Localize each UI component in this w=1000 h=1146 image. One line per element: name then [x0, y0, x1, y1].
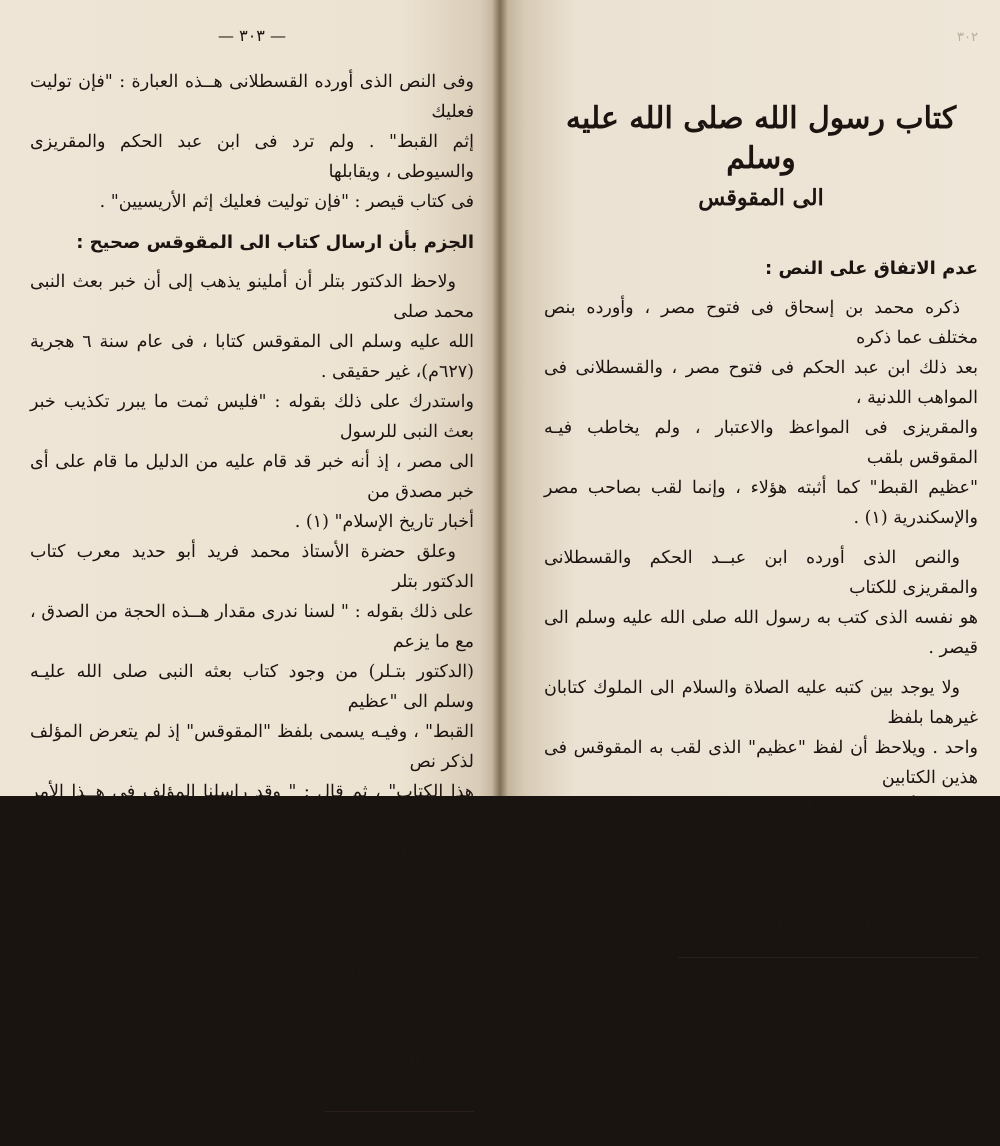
page-number: ٣٠٢ [957, 30, 978, 45]
footnote-rule [678, 957, 978, 958]
footnote-rule [324, 1111, 474, 1112]
text-line: الكتاب الى المقوقس فهو فى محله ، بحكم أن مكاتبته عليه السلام الى الملوك [30, 1052, 474, 1102]
page-body [30, 67, 474, 1107]
text-line: كتب به أيضا عليه السلام لغيره ، فقد كتب به الى كسرى وقيصر . وقال [544, 798, 978, 848]
text-line: واحد . ويلاحظ أن لفظ "عظيم" الذى لقب به المقوقس فى هذين الكتابين [544, 738, 978, 788]
chapter-title: كتاب رسول الله صلى الله عليه وسلم [565, 101, 957, 176]
page-body [544, 293, 978, 943]
text-line: واستدرك على ذلك بقوله : "فليس ثمت ما يبرر تكذيب خبر بعث النبى للرسول [30, 392, 474, 442]
text-line: هذا الكتاب" ، ثم قال : " وقد راسلنا المؤلف فى هــذا الأمر وعرضنا عليه [30, 782, 474, 832]
footnote: (١) كتب اليه رسول الله صلى الله عليه وسلم فى آخر سنة ست من الهجرة (٦٢٨م) [551, 972, 978, 987]
text-line: أخبار تاريخ الإسلام" (١) . [294, 512, 474, 532]
text-line: "عظيم القبط" كما أثبته هؤلاء ، وإنما لقب بصاحب مصر والإسكندرية (١) . [544, 478, 978, 528]
text-line: على ذلك بقوله : " لسنا ندرى مقدار هــذه الحجة من الصدق ، مع ما يزعم [30, 602, 474, 652]
text-line: فى كتاب قيصر : "فإن توليت فعليك إثم الأريسيين" . [99, 192, 474, 212]
book-gutter [492, 0, 508, 796]
footnote: بعد أن رجع من الحديبية كما قاله الواقدى ؛ الخطط للمقريزى ج ١ ص ٢٩ ؛ القسطلانى ج ١ [599, 996, 978, 1035]
text-line: والنص الذى أورده ابن عبــد الحكم والقسطلانى والمقريزى للكتاب [544, 548, 978, 598]
footnote: (١) فتح العرب لمصر ص ٤٥٩ (٢) فتح العرب لمصر ص ٤٥٩ (١) و (٣) [118, 1126, 474, 1141]
text-line: ولا يوجد بين كتبه عليه الصلاة والسلام الى الملوك كتابان غيرهما بلفظ [544, 678, 978, 728]
text-line: الى مصر ، إذ أنه خبر قد قام عليه من الدليل ما قام على أى خبر مصدق من [30, 452, 474, 502]
right-book-page [0, 0, 500, 1141]
text-line: كان لقبا يطلق على كل من يحكم مصر من قبل الروم" (٢) . [44, 962, 474, 982]
left-book-page [500, 0, 1000, 1059]
text-line: القسطلانى : لم يقل صلى الله عليه وسلم الى هرقل ملك الروم ، لأنه معزول [544, 858, 978, 908]
text-line: بذلك اللقب ، ولم نجد منه رفضا لذلك الرأى . والظاهر على ذلك أن المقوقس [30, 902, 474, 952]
text-line: القبط" ، وفيـه يسمى بلفظ "المقوقس" إذ لم يتعرض المؤلف لذكر نص [30, 722, 474, 772]
text-line: الله عليه وسلم الى المقوقس كتابا ، فى عام سنة ٦ هجرية (٦٢٧م)، غير حقيقى . [30, 332, 475, 382]
footnotes [544, 968, 978, 1064]
section-heading: الجزم بأن ارسال كتاب الى المقوقس صحيح : [76, 232, 474, 253]
text-line: إثم القبط" . ولم ترد فى ابن عبد الحكم والمقريزى والسيوطى ، ويقابلها [30, 132, 474, 182]
text-line: ولاحظ الدكتور بتلر أن أملينو يذهب إلى أن خبر بعث النبى محمد صلى [30, 272, 474, 322]
chapter-subtitle: الى المقوقس [698, 185, 824, 211]
text-line: وعلق حضرة الأستاذ محمد فريد أبو حديد معرب كتاب الدكتور بتلر [30, 542, 474, 592]
text-line: هو نفسه الذى كتب به رسول الله صلى الله عليه وسلم الى قيصر . [544, 608, 978, 658]
text-line: والمقريزى فى المواعظ والاعتبار ، ولم يخاطب فيـه المقوقس بلقب [544, 418, 978, 468]
page-number: — ٣٠٣ — [218, 26, 286, 45]
text-line: وفى النص الذى أورده القسطلانى هــذه العبارة : "فإن توليت فعليك [30, 72, 474, 122]
footnote: قال : وكان سنة ست "اتفاقا" ، ص ٢٩٠ [776, 1044, 978, 1059]
text-line: أما من جهــة قول الدكتور بتلر : إنه لا يوجد ما يبرر تكذيب إرسال [30, 992, 474, 1042]
text-line: بعد ذلك ابن عبد الحكم فى فتوح مصر ، والقسطلانى فى المواهب اللدنية ، [544, 358, 978, 408]
footnotes [30, 1122, 474, 1146]
section-heading: عدم الاتفاق على النص : [765, 258, 978, 279]
text-line: (الدكتور بتـلر) من وجود كتاب بعثه النبى صلى الله عليـه وسلم الى "عظيم [30, 662, 474, 712]
text-line: بحكم الإسلام ولم يخله من الإكرام لمصلحة التأليف . [605, 918, 978, 938]
text-line: أن النبى أرسل رسوله الى حاكم مصر فى ذلك الوقت ، وهو "جورج" ولقبه [30, 842, 474, 892]
text-line: ذكره محمد بن إسحاق فى فتوح مصر ، وأورده بنص مختلف عما ذكره [544, 298, 978, 348]
